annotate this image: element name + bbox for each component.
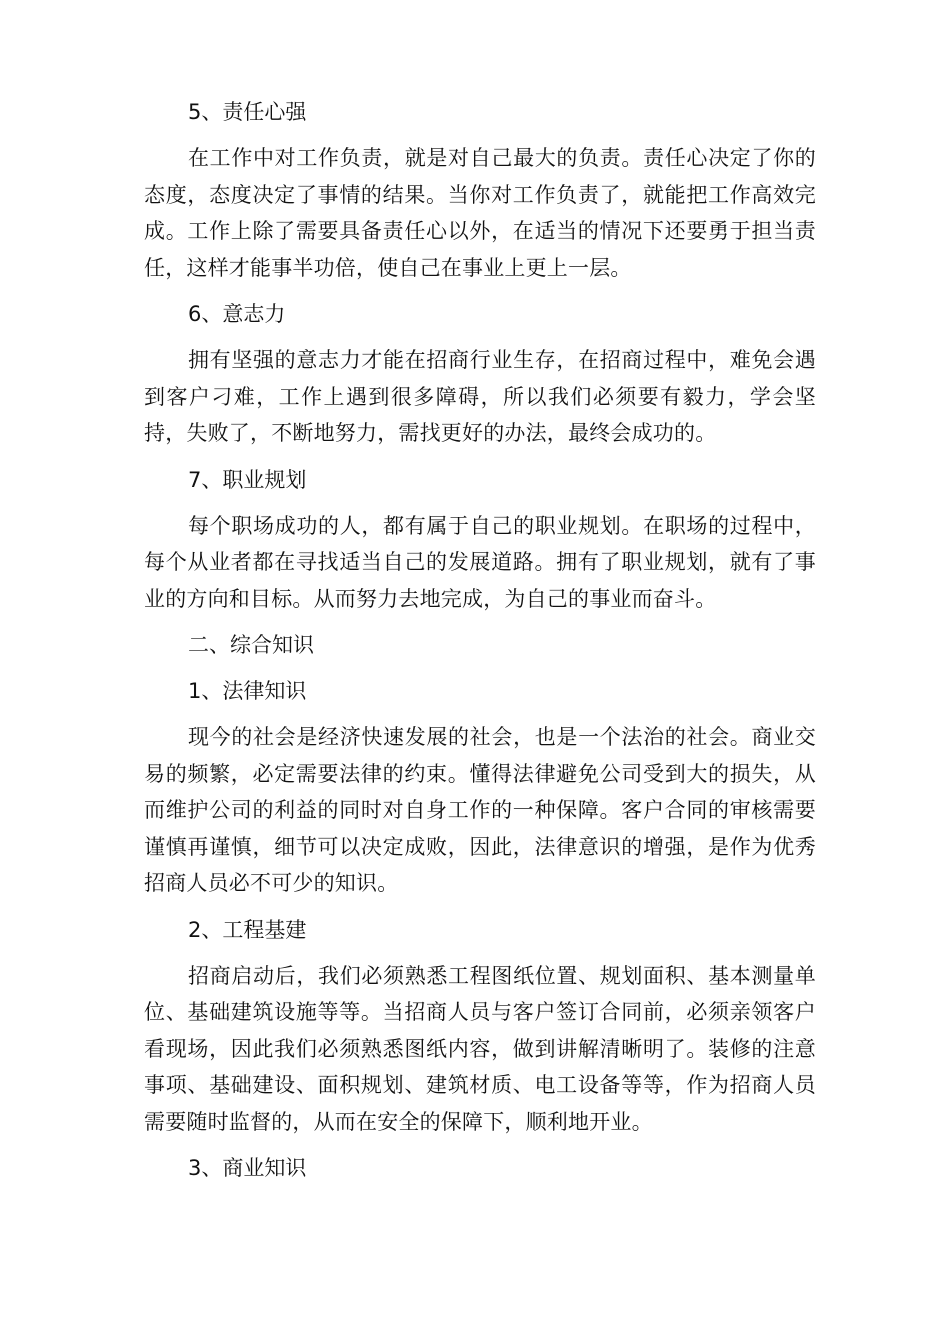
document-body <box>144 94 816 1196</box>
section-heading: 7、职业规划 <box>188 467 307 492</box>
body-paragraph: 拥有坚强的意志力才能在招商行业生存，在招商过程中，难免会遇到客户刁难，工作上遇到很多障碍，所以我们必须要有毅力，学会坚持，失败了，不断地努力，需找更好的办法，最终会成功的。 <box>144 348 816 445</box>
section-heading: 2、工程基建 <box>188 917 307 942</box>
section-heading: 3、商业知识 <box>188 1156 307 1180</box>
body-paragraph: 每个职场成功的人，都有属于自己的职业规划。在职场的过程中，每个从业者都在寻找适当自己的发展道路。拥有了职业规划，就有了事业的方向和目标。从而努力去地完成，为自己的事业而奋斗。 <box>144 513 816 611</box>
body-paragraph: 在工作中对工作负责，就是对自己最大的负责。责任心决定了你的态度，态度决定了事情的结果。当你对工作负责了，就能把工作高效完成。工作上除了需要具备责任心以外，在适当的情况下还要勇于担当责任，这样才能事半功倍，使自己在事业上更上一层。 <box>144 146 816 280</box>
section-heading: 1、法律知识 <box>188 679 307 703</box>
chapter-heading: 二、综合知识 <box>188 633 314 657</box>
body-paragraph: 现今的社会是经济快速发展的社会，也是一个法治的社会。商业交易的频繁，必定需要法律的约束。懂得法律避免公司受到大的损失，从而维护公司的利益的同时对自身工作的一种保障。客户合同的审核需要谨慎再谨慎，细节可以决定成败，因此，法律意识的增强，是作为优秀招商人员必不可少的知识。 <box>144 725 816 895</box>
section-heading: 5、责任心强 <box>188 100 307 124</box>
body-paragraph: 招商启动后，我们必须熟悉工程图纸位置、规划面积、基本测量单位、基础建筑设施等等。当招商人员与客户签订合同前，必须亲领客户看现场，因此我们必须熟悉图纸内容，做到讲解清晰明了。装修的注意事项、基础建设、面积规划、建筑材质、电工设备等等，作为招商人员需要随时监督的，从而在安全的保障下，顺利地开业。 <box>144 963 816 1134</box>
section-heading: 6、意志力 <box>188 302 286 326</box>
